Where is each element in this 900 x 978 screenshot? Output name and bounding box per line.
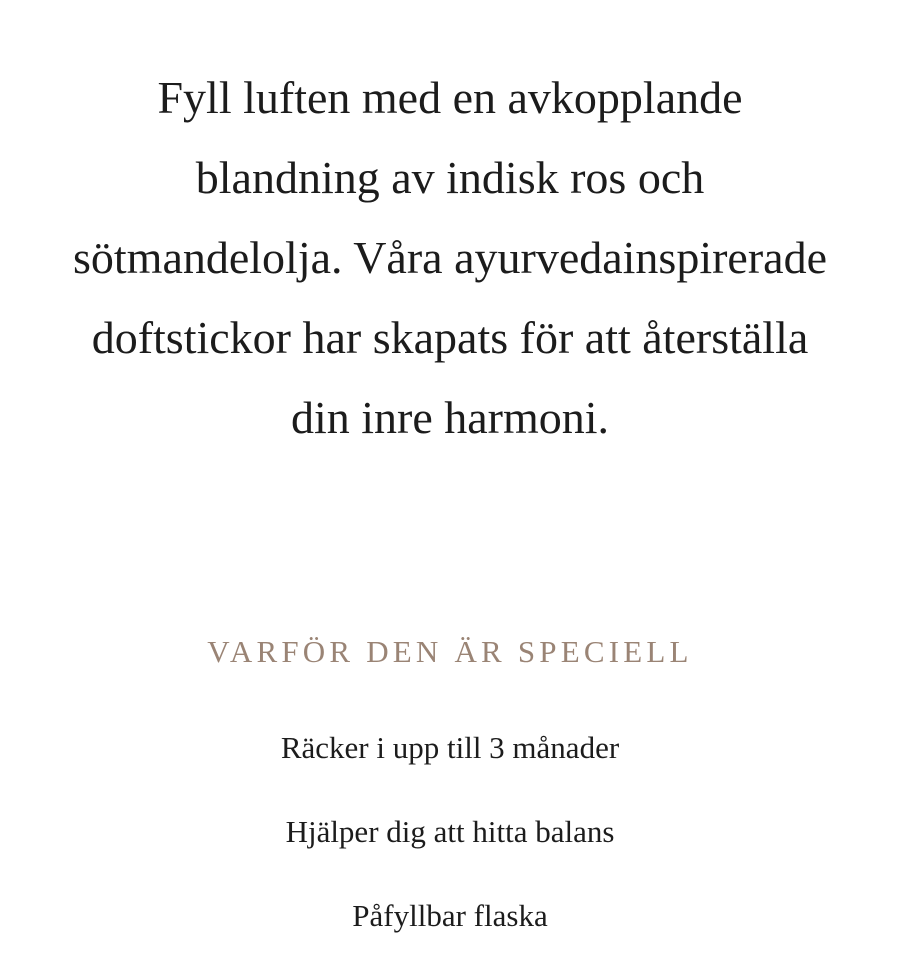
feature-item-refillable: Påfyllbar flaska: [352, 898, 548, 933]
why-special-heading: VARFÖR DEN ÄR SPECIELL: [207, 634, 693, 669]
feature-list: [0, 726, 900, 978]
feature-item-duration: Räcker i upp till 3 månader: [280, 730, 620, 765]
product-description: Fyll luften med en avkopplande blandning av indisk ros och sötmandelolja. Våra ayurvedainspirerade doftstickor har skapats för att återställa din inre harmoni.: [72, 72, 827, 443]
feature-item-balance: Hjälper dig att hitta balans: [285, 814, 615, 849]
